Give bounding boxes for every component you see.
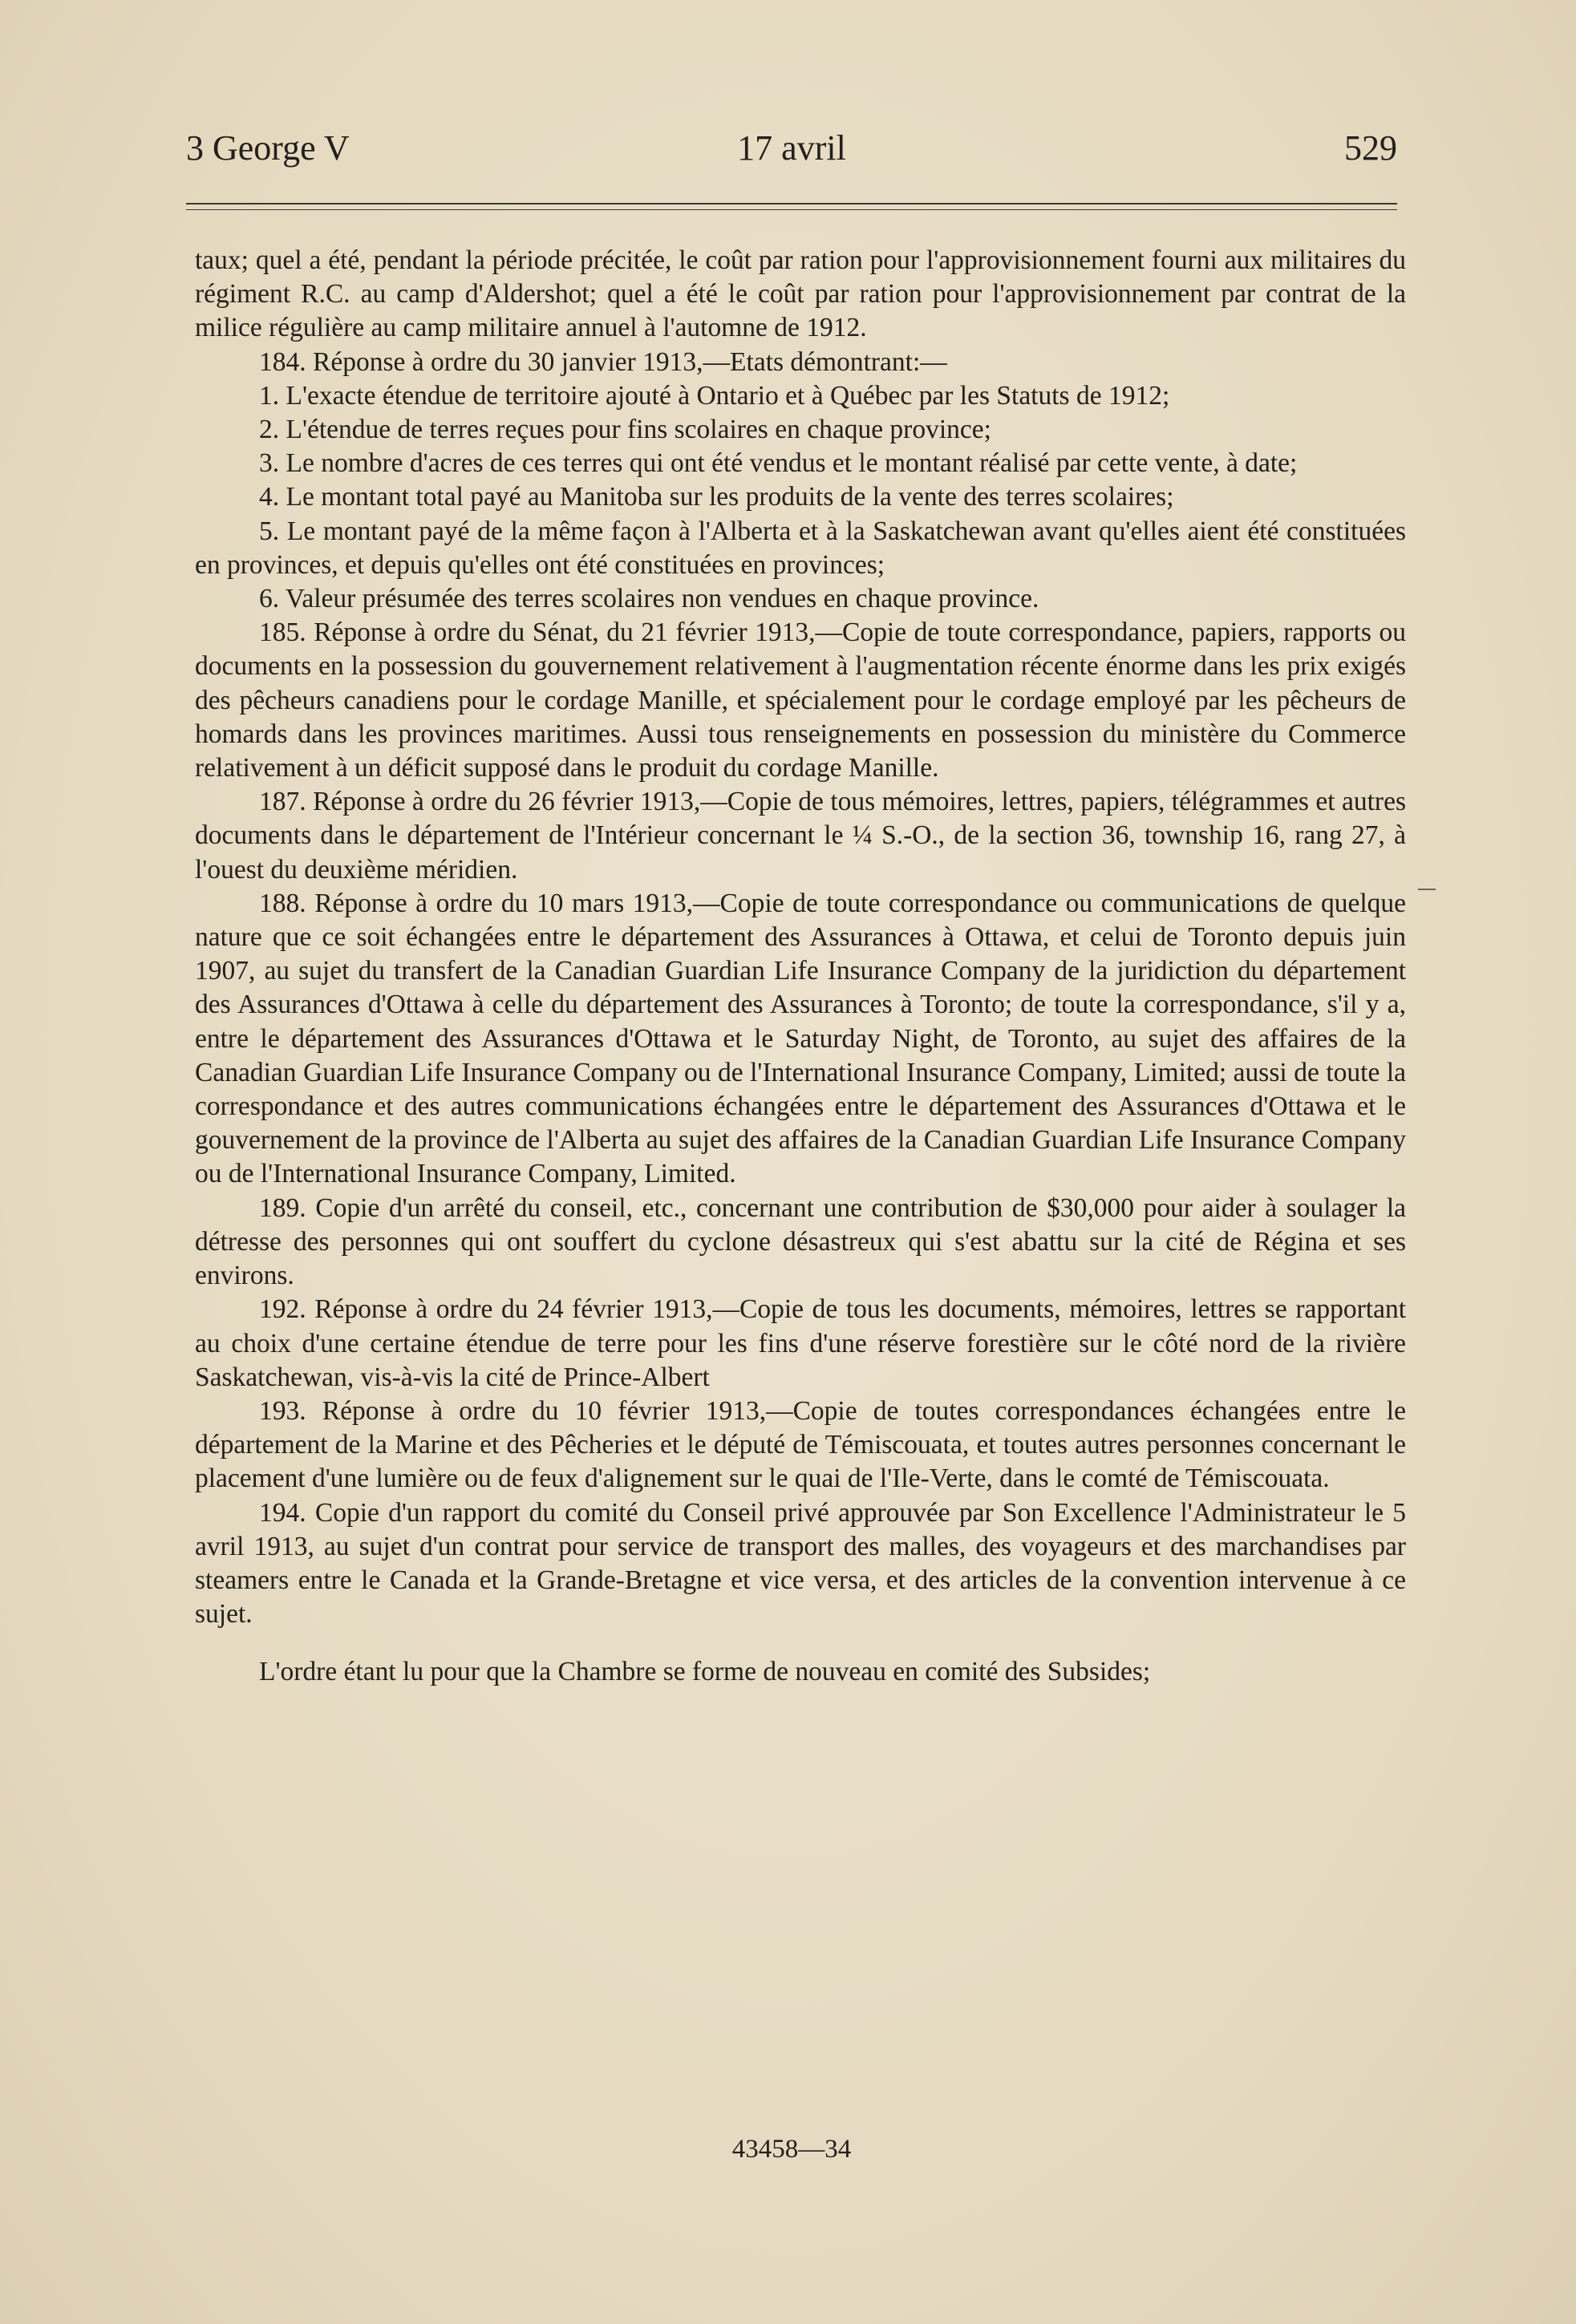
- document-body: [195, 244, 1406, 1690]
- header-page-number: 529: [1344, 128, 1397, 168]
- paragraph-193: 193. Réponse à ordre du 10 février 1913,—Copie de toutes correspondances échangées entre le département de la Marine et des Pêcheries et le député de Témiscouata, et toutes autres personnes concernant le placement d'une lumière ou de feux d'alignement sur le quai de l'Ile-Verte, dans le comté de Témiscouata.: [195, 1395, 1406, 1494]
- paragraph-184-4: 4. Le montant total payé au Manitoba sur les produits de la vente des terres scolaires;: [259, 482, 1174, 512]
- paragraph-184-6: 6. Valeur présumée des terres scolaires non vendues en chaque province.: [259, 584, 1039, 614]
- paragraph-continuation: taux; quel a été, pendant la période précitée, le coût par ration pour l'approvisionnement fourni aux militaires du régiment R.C. au camp d'Aldershot; quel a été le coût par ration pour l'approvisionnement par contrat de la milice régulière au camp militaire annuel à l'automne de 1912.: [195, 245, 1406, 343]
- paragraph-184-1: 1. L'exacte étendue de territoire ajouté à Ontario et à Québec par les Statuts de 1912;: [259, 380, 1170, 411]
- header-rule-bottom: [186, 209, 1397, 210]
- paragraph-188: 188. Réponse à ordre du 10 mars 1913,—Copie de toute correspondance ou communications de quelque nature que ce soit échangées entre le département des Assurances à Ottawa, et celui de Toronto depuis juin 1907, au sujet du transfert de la Canadian Guardian Life Insurance Company de la juridiction du département des Assurances d'Ottawa à celle du département des Assurances à Toronto; de toute la correspondance, s'il y a, entre le département des Assurances d'Ottawa et le Saturday Night, de Toronto, au sujet des affaires de la Canadian Guardian Life Insurance Company ou de l'International Insurance Company, Limited; aussi de toute la correspondance et des autres communications échangées entre le département des Assurances d'Ottawa et le gouvernement de la province de l'Alberta au sujet des affaires de la Canadian Guardian Life Insurance Company ou de l'International Insurance Company, Limited.: [195, 888, 1406, 1189]
- paragraph-194: 194. Copie d'un rapport du comité du Conseil privé approuvée par Son Excellence l'Administrateur le 5 avril 1913, au sujet d'un contrat pour service de transport des malles, des voyageurs et des marchandises par steamers entre le Canada et la Grande-Bretagne et vice versa, et des articles de la convention intervenue à ce sujet.: [195, 1497, 1406, 1630]
- header-date: 17 avril: [737, 128, 846, 168]
- paragraph-187: 187. Réponse à ordre du 26 février 1913,—Copie de tous mémoires, lettres, papiers, télégrammes et autres documents dans le département de l'Intérieur concernant le ¼ S.-O., de la section 36, township 16, rang 27, à l'ouest du deuxième méridien.: [195, 787, 1406, 885]
- header-rule-top: [186, 203, 1397, 204]
- paragraph-189: 189. Copie d'un arrêté du conseil, etc., concernant une contribution de $30,000 pour aider à soulager la détresse des personnes qui ont souffert du cyclone désastreux qui s'est abattu sur la cité de Régina et ses environs.: [195, 1192, 1406, 1291]
- header-session: 3 George V: [186, 128, 350, 168]
- margin-mark: [1418, 889, 1436, 890]
- page-footer-signature: 43458—34: [731, 2135, 852, 2164]
- paragraph-192: 192. Réponse à ordre du 24 février 1913,—Copie de tous les documents, mémoires, lettres se rapportant au choix d'une certaine étendue de terre pour les fins d'une réserve forestière sur le côté nord de la rivière Saskatchewan, vis-à-vis la cité de Prince-Albert: [195, 1294, 1406, 1392]
- page-header: [186, 120, 1397, 176]
- paragraph-order: L'ordre étant lu pour que la Chambre se forme de nouveau en comité des Subsides;: [259, 1657, 1151, 1687]
- paragraph-184-2: 2. L'étendue de terres reçues pour fins scolaires en chaque province;: [259, 415, 991, 445]
- paragraph-184: 184. Réponse à ordre du 30 janvier 1913,—Etats démontrant:—: [259, 346, 947, 377]
- paragraph-184-3: 3. Le nombre d'acres de ces terres qui ont été vendus et le montant réalisé par cette vente, à date;: [259, 448, 1298, 479]
- paragraph-184-5: 5. Le montant payé de la même façon à l'Alberta et à la Saskatchewan avant qu'elles aient été constituées en provinces, et depuis qu'elles ont été constituées en provinces;: [195, 516, 1406, 580]
- paragraph-185: 185. Réponse à ordre du Sénat, du 21 février 1913,—Copie de toute correspondance, papiers, rapports ou documents en la possession du gouvernement relativement à l'augmentation récente énorme dans les prix exigés des pêcheurs canadiens pour le cordage Manille, et spécialement pour le cordage employé par les pêcheurs de homards dans les provinces maritimes. Aussi tous renseignements en possession du ministère du Commerce relativement à un déficit supposé dans le produit du cordage Manille.: [195, 617, 1406, 783]
